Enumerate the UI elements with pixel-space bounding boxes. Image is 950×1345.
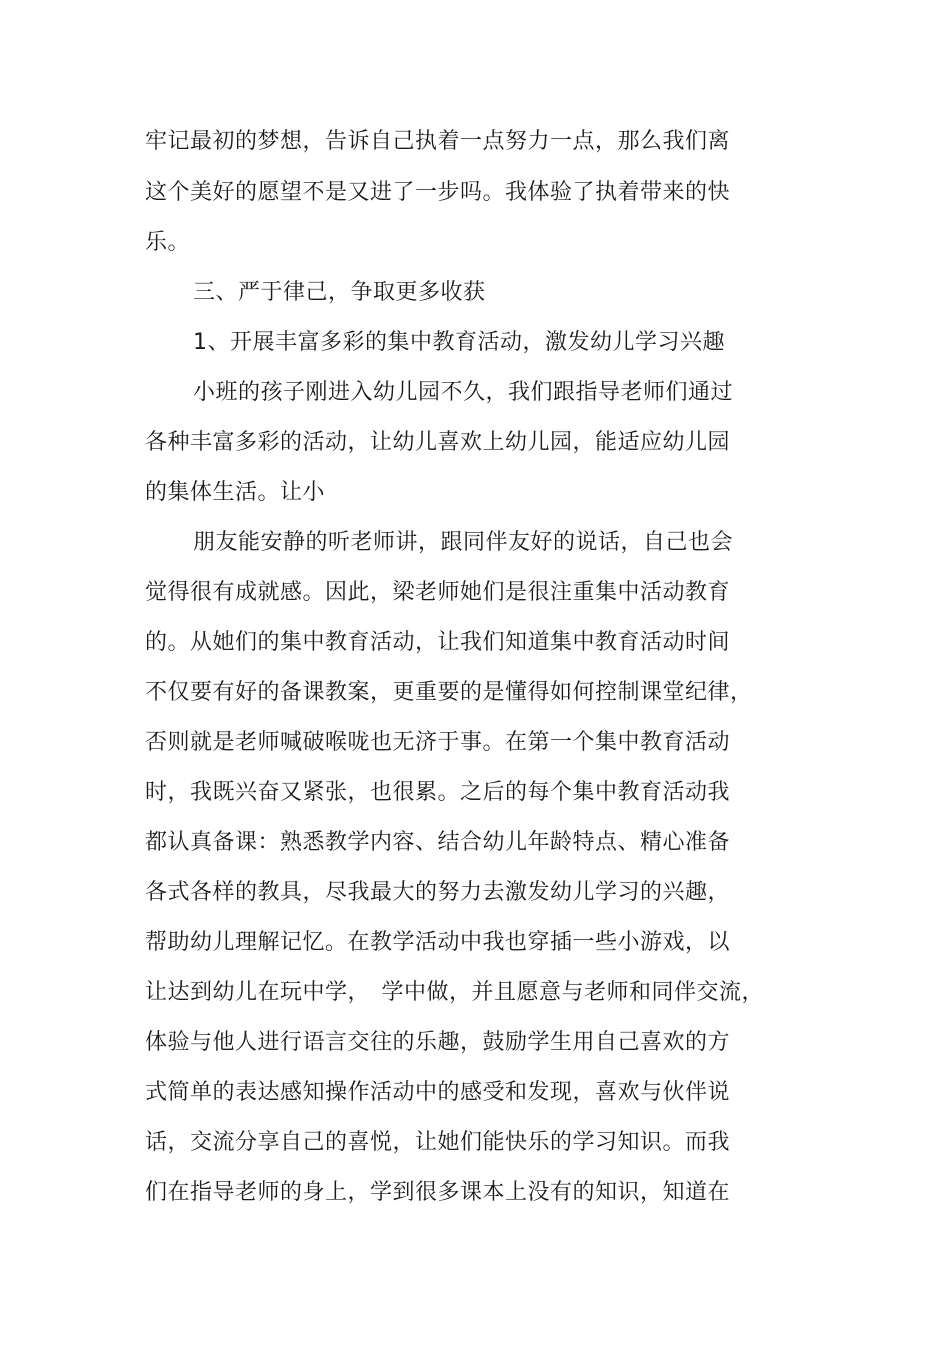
- text-line: 的。从她们的集中教育活动，让我们知道集中教育活动时间: [145, 630, 731, 655]
- text-line: 乐。: [145, 230, 191, 255]
- text-line: 朋友能安静的听老师讲，跟同伴友好的说话，自己也会: [193, 530, 734, 555]
- text-line: 各种丰富多彩的活动，让幼儿喜欢上幼儿园，能适应幼儿园: [145, 430, 731, 455]
- text-line: 否则就是老师喊破喉咙也无济于事。在第一个集中教育活动: [145, 730, 731, 755]
- text-line: 们在指导老师的身上，学到很多课本上没有的知识，知道在: [145, 1180, 731, 1205]
- text-line: 觉得很有成就感。因此，梁老师她们是很注重集中活动教育: [145, 580, 731, 605]
- subsection-heading: 1、开展丰富多彩的集中教育活动，激发幼儿学习兴趣: [193, 330, 725, 355]
- text-line: 不仅要有好的备课教案，更重要的是懂得如何控制课堂纪律，: [145, 680, 753, 705]
- text-line: 的集体生活。让小: [145, 480, 326, 505]
- text-line: 让达到幼儿在玩中学， 学中做，并且愿意与老师和同伴交流，: [145, 980, 765, 1005]
- text-line: 话，交流分享自己的喜悦，让她们能快乐的学习知识。而我: [145, 1130, 731, 1155]
- text-line: 帮助幼儿理解记忆。在教学活动中我也穿插一些小游戏，以: [145, 930, 731, 955]
- text-line: 牢记最初的梦想，告诉自己执着一点努力一点，那么我们离: [145, 129, 731, 154]
- text-line: 体验与他人进行语言交往的乐趣，鼓励学生用自己喜欢的方: [145, 1030, 731, 1055]
- text-line: 小班的孩子刚进入幼儿园不久，我们跟指导老师们通过: [193, 380, 734, 405]
- text-line: 这个美好的愿望不是又进了一步吗。我体验了执着带来的快: [145, 180, 731, 205]
- text-line: 时，我既兴奋又紧张，也很累。之后的每个集中教育活动我: [145, 780, 731, 805]
- text-line: 各式各样的教具，尽我最大的努力去激发幼儿学习的兴趣，: [145, 880, 731, 905]
- text-line: 式简单的表达感知操作活动中的感受和发现，喜欢与伙伴说: [145, 1080, 731, 1105]
- section-heading: 三、严于律己，争取更多收获: [193, 280, 486, 305]
- text-line: 都认真备课：熟悉教学内容、结合幼儿年龄特点、精心准备: [145, 830, 731, 855]
